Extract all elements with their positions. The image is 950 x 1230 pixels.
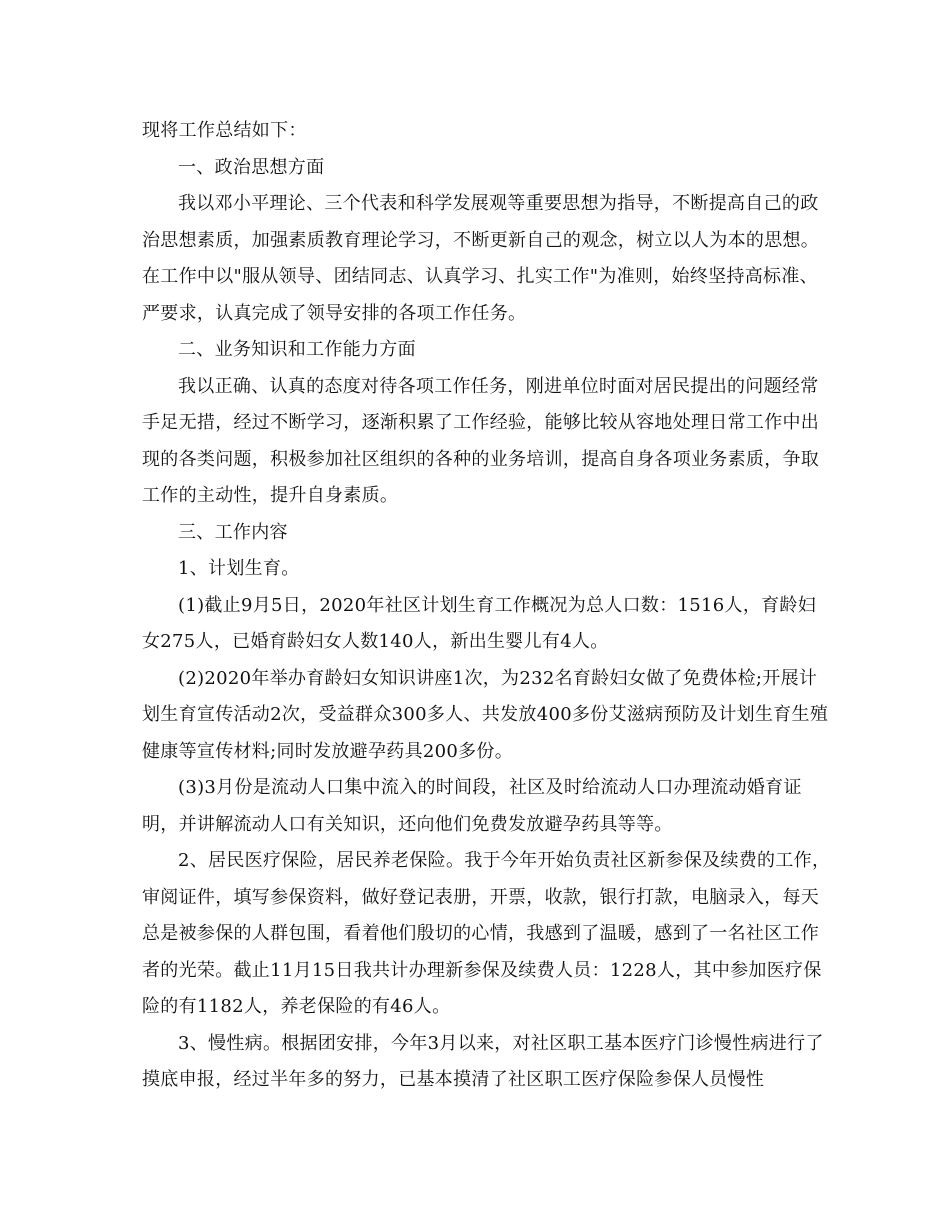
- paragraph-insurance: 2、居民医疗保险，居民养老保险。我于今年开始负责社区新参保及续费的工作，审阅证件，填写参保资料，做好登记表册，开票，收款，银行打款，电脑录入，每天总是被参保的人群包围，看着他们殷切的心情，我感到了温暖，感到了一名社区工作者的光荣。截止11月15日我共计办理新参保及续费人员：1228人，其中参加医疗保险的有1182人，养老保险的有46人。: [142, 850, 831, 1017]
- subheading-family-planning: 1、计划生育。: [178, 558, 300, 579]
- section-heading-political: 一、政治思想方面: [178, 156, 325, 178]
- section-heading-work-content: 三、工作内容: [178, 521, 288, 543]
- section-heading-business: 二、业务知识和工作能力方面: [178, 339, 416, 360]
- paragraph-chronic-disease: 3、慢性病。根据团安排，今年3月以来，对社区职工基本医疗门诊慢性病进行了摸底申报，经过半年多的努力，已基本摸清了社区职工医疗保险参保人员慢性: [142, 1032, 824, 1090]
- paragraph-intro: 现将工作总结如下：: [142, 120, 307, 141]
- paragraph-business: 我以正确、认真的态度对待各项工作任务，刚进单位时面对居民提出的问题经常手足无措，经过不断学习，逐渐积累了工作经验，能够比较从容地处理日常工作中出现的各类问题，积极参加社区组织的各种的业务培训，提高自身各项业务素质，争取工作的主动性，提升自身素质。: [142, 375, 820, 506]
- paragraph-item-2: (2)2020年举办育龄妇女知识讲座1次，为232名育龄妇女做了免费体检;开展计划生育宣传活动2次，受益群众300多人、共发放400多份艾滋病预防及计划生育生殖健康等宣传材料;同时发放避孕药具200多份。: [142, 667, 829, 762]
- paragraph-political: 我以邓小平理论、三个代表和科学发展观等重要思想为指导，不断提高自己的政治思想素质，加强素质教育理论学习，不断更新自己的观念，树立以人为本的思想。在工作中以"服从领导、团结同志、认真学习、扎实工作"为准则，始终坚持高标准、严要求，认真完成了领导安排的各项工作任务。: [142, 193, 820, 324]
- document-body: [142, 113, 832, 1099]
- paragraph-item-3: (3)3月份是流动人口集中流入的时间段，社区及时给流动人口办理流动婚育证明，并讲解流动人口有关知识，还向他们免费发放避孕药具等等。: [142, 777, 802, 835]
- paragraph-item-1: (1)截止9月5日，2020年社区计划生育工作概况为总人口数：1516人，育龄妇女275人，已婚育龄妇女人数140人，新出生婴儿有4人。: [142, 594, 817, 652]
